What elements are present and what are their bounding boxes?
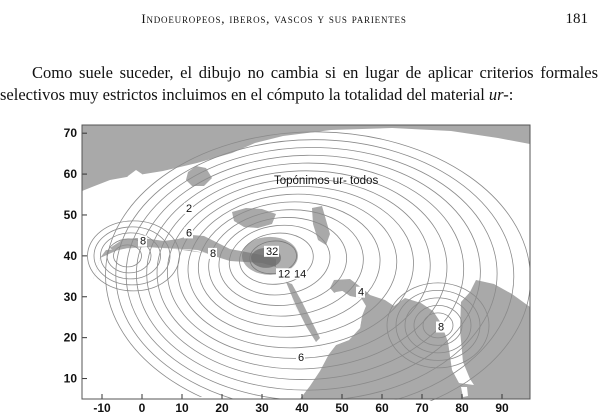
running-title: Indoeuropeos, iberos, vascos y sus parientes [141, 11, 407, 26]
contour-label: 14 [294, 268, 307, 281]
x-tick-label: 60 [375, 401, 389, 415]
paragraph-end: : [508, 85, 514, 104]
contour-label: 6 [186, 227, 193, 240]
x-tick-label: 20 [215, 401, 229, 415]
body-paragraph [0, 62, 598, 106]
y-tick-label: 30 [63, 289, 77, 304]
contour-label: 12 [278, 268, 291, 281]
x-tick-label: 50 [335, 401, 349, 415]
y-tick-label: 60 [63, 167, 77, 182]
y-tick-label: 70 [63, 126, 77, 141]
contour-map [0, 116, 600, 416]
y-tick-label: 20 [63, 330, 77, 345]
contour-label: 8 [438, 321, 445, 334]
contour-label: 4 [358, 286, 365, 299]
y-tick-label: 10 [63, 371, 77, 386]
x-tick-label: 40 [295, 401, 309, 415]
x-tick-label: 10 [175, 401, 189, 415]
x-tick-label: 90 [495, 401, 509, 415]
contour-label: 6 [298, 352, 305, 365]
paragraph-text: Como suele suceder, el dibujo no cambia si en lugar de aplicar criterios formales selectivos muy estrictos incluimos en el cómputo la totalidad del material [0, 63, 598, 104]
contour-map-figure [0, 116, 600, 416]
y-tick-label: 50 [63, 207, 77, 222]
contour-label: 2 [186, 202, 193, 215]
map-title: Topónimos ur- todos [274, 175, 379, 187]
x-tick-label: 0 [138, 401, 146, 415]
x-tick-label: 30 [255, 401, 269, 415]
contour-label: 32 [266, 245, 279, 258]
x-tick-label: 80 [455, 401, 469, 415]
paragraph-italic-term: ur- [488, 85, 509, 104]
running-head [0, 11, 600, 31]
contour-label: 8 [140, 235, 147, 248]
x-tick-label: -10 [93, 401, 111, 415]
contour-label: 8 [210, 247, 217, 260]
x-tick-label: 70 [415, 401, 429, 415]
page-number: 181 [565, 11, 588, 27]
y-tick-label: 40 [63, 248, 77, 263]
